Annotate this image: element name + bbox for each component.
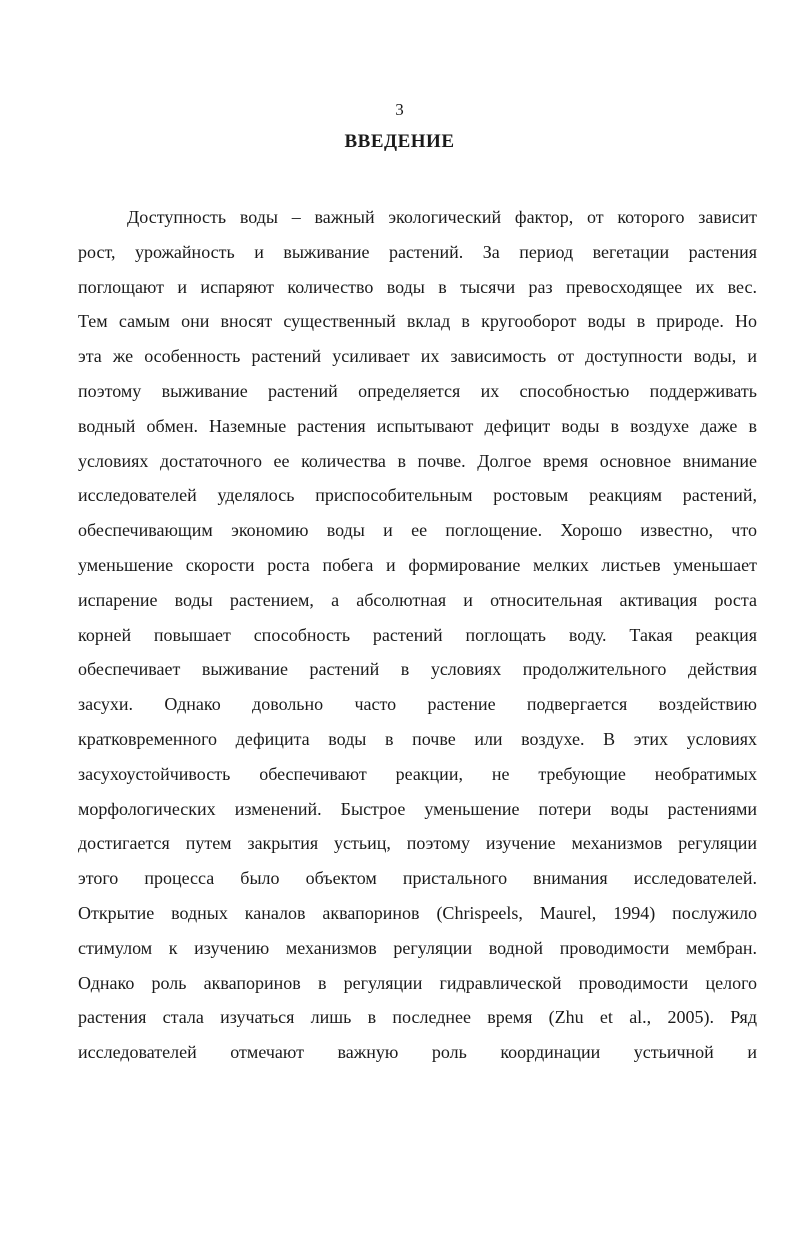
paragraph-line: испарение воды растением, а абсолютная и относительная активация роста [78,589,757,610]
paragraph-line: рост, урожайность и выживание растений. За период вегетации растения [78,241,757,262]
paragraph-line: поэтому выживание растений определяется их способностью поддерживать [78,380,757,401]
paragraph-line: Однако роль аквапоринов в регуляции гидравлической проводимости целого [78,972,757,993]
paragraph-line: поглощают и испаряют количество воды в тысячи раз превосходящее их вес. [78,276,757,297]
paragraph-line: обеспечивающим экономию воды и ее поглощение. Хорошо известно, что [78,520,757,541]
paragraph-line: морфологических изменений. Быстрое уменьшение потери воды растениями [78,798,757,819]
paragraph-line: растения стала изучаться лишь в последнее время (Zhu et al., 2005). Ряд [78,1007,757,1028]
body-paragraph [78,200,757,1070]
paragraph-line: кратковременного дефицита воды в почве или воздухе. В этих условиях [78,728,757,749]
paragraph-line: водный обмен. Наземные растения испытывают дефицит воды в воздухе даже в [78,415,757,436]
paragraph-line: стимулом к изучению механизмов регуляции водной проводимости мембран. [78,937,757,958]
paragraph-line: засухоустойчивость обеспечивают реакции, не требующие необратимых [78,763,757,784]
paragraph-line: Открытие водных каналов аквапоринов (Chrispeels, Maurel, 1994) послужило [78,902,757,923]
paragraph-line: эта же особенность растений усиливает их зависимость от доступности воды, и [78,346,757,367]
paragraph-line: исследователей отмечают важную роль координации устьичной и [78,1042,757,1063]
paragraph-line: засухи. Однако довольно часто растение подвергается воздействию [78,694,757,715]
paragraph-line: исследователей уделялось приспособительным ростовым реакциям растений, [78,485,757,506]
page-title: ВВЕДЕНИЕ [344,131,455,152]
paragraph-line: обеспечивает выживание растений в условиях продолжительного действия [78,659,757,680]
page-number: 3 [395,100,404,119]
paragraph-line: Доступность воды – важный экологический фактор, от которого зависит [127,207,757,227]
paragraph-line: условиях достаточного ее количества в почве. Долгое время основное внимание [78,450,757,471]
paragraph-line: достигается путем закрытия устьиц, поэтому изучение механизмов регуляции [78,833,757,854]
paragraph-line: этого процесса было объектом пристального внимания исследователей. [78,868,757,889]
paragraph-line: Тем самым они вносят существенный вклад в кругооборот воды в природе. Но [78,311,757,332]
paragraph-line: корней повышает способность растений поглощать воду. Такая реакция [78,624,757,645]
paragraph-line: уменьшение скорости роста побега и формирование мелких листьев уменьшает [78,554,757,575]
